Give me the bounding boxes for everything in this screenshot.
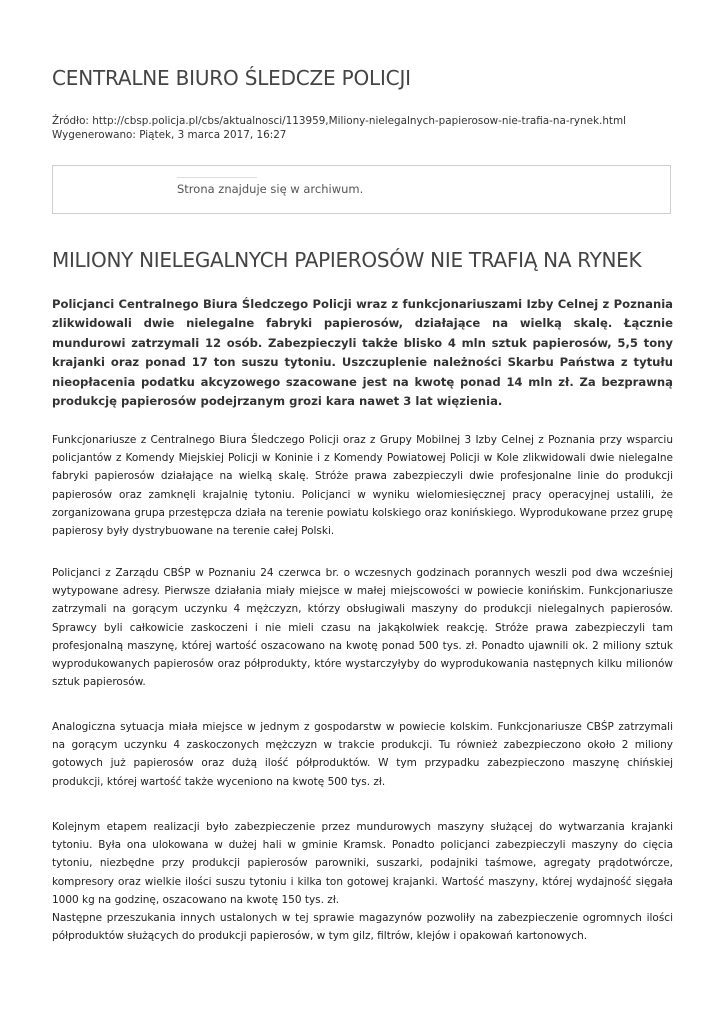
article-paragraph: Analogiczna sytuacja miała miejsce w jednym z gospodarstw w powiecie kolskim. Funkcjonariusze CBŚP zatrzymali na gorącym uczynku 4 zaskoczonych mężczyzn w trakcie produkcji. Tu również zabezpieczono około 2 miliony gotowych już papierosów oraz dużą ilość półproduktów. W tym przypadku zabezpieczono maszynę chińskiej produkcji, której wartość także wyceniono na kwotę 500 tys. zł.	[52, 721, 673, 788]
archive-divider	[177, 177, 257, 178]
article-lead: Policjanci Centralnego Biura Śledczego Policji wraz z funkcjonariuszami Izby Celnej z Poznania zlikwidowali dwie nielegalne fabryki papierosów, działające na wielką skalę. Łącznie mundurowi zatrzymali 12 osób. Zabezpieczyli także blisko 4 mln sztuk papierosów, 5,5 tony krajanki oraz ponad 17 ton suszu tytoniu. Uszczuplenie należności Skarbu Państwa z tytułu nieopłacenia podatku akcyzowego szacowane jest na kwotę ponad 14 mln zł. Za bezprawną produkcję papierosów podejrzanym grozi kara nawet 3 lat więzienia.	[52, 297, 673, 409]
source-url: Źródło: http://cbsp.policja.pl/cbs/aktualnosci/113959,Miliony-nielegalnych-papierosow-nie-trafia-na-rynek.html	[52, 115, 627, 127]
site-title: CENTRALNE BIURO ŚLEDCZE POLICJI	[52, 66, 411, 90]
generated-date: Wygenerowano: Piątek, 3 marca 2017, 16:27	[52, 129, 287, 141]
archive-notice: Strona znajduje się w archiwum.	[177, 182, 364, 196]
article-paragraph: Policjanci z Zarządu CBŚP w Poznaniu 24 czerwca br. o wczesnych godzinach porannych weszli pod dwa wcześniej wytypowane adresy. Pierwsze działania miały miejsce w małej miejscowości w powiecie konińskim. Funkcjonariusze zatrzymali na gorącym uczynku 4 mężczyzn, którzy obsługiwali maszyny do produkcji nielegalnych papierosów. Sprawcy byli całkowicie zaskoczeni i nie mieli czasu na jakąkolwiek reakcję. Stróże prawa zabezpieczyli tam profesjonalną maszynę, której wartość oszacowano na kwotę ponad 500 tys. zł. Ponadto ujawnili ok. 2 miliony sztuk wyprodukowanych papierosów oraz półprodukty, które wystarczyłyby do wyprodukowania następnych kilku milionów sztuk papierosów.	[52, 567, 673, 689]
page-meta	[52, 114, 626, 142]
archive-notice-box	[52, 165, 671, 214]
article-paragraph: Kolejnym etapem realizacji było zabezpieczenie przez mundurowych maszyny służącej do wytwarzania krajanki tytoniu. Była ona ulokowana w dużej hali w gminie Kramsk. Ponadto policjanci zabezpieczyli maszyny do cięcia tytoniu, niezbędne przy produkcji papierosów parowniki, suszarki, podajniki taśmowe, agregaty prądotwórcze, kompresory oraz wielkie ilości suszu tytoniu i kilka ton gotowej krajanki. Wartość maszyny, której wydajność sięgała 1000 kg na godzinę, oszacowano na kwotę 150 tys. zł.	[52, 821, 673, 906]
article-title: MILIONY NIELEGALNYCH PAPIEROSÓW NIE TRAFIĄ NA RYNEK	[52, 248, 642, 272]
article-paragraph-continuation: Następne przeszukania innych ustalonych w tej sprawie magazynów pozwoliły na zabezpieczenie ogromnych ilości półproduktów służących do produkcji papierosów, w tym gilz, filtrów, klejów i opakowań kartonowych.	[52, 912, 673, 943]
article-paragraph-group	[52, 818, 673, 945]
article-paragraph: Funkcjonariusze z Centralnego Biura Śledczego Policji oraz z Grupy Mobilnej 3 Izby Celnej z Poznania przy wsparciu policjantów z Komendy Miejskiej Policji w Koninie i z Komendy Powiatowej Policji w Kole zlikwidowali dwie nielegalne fabryki papierosów działające na wielką skalę. Stróże prawa zabezpieczyli dwie profesjonalne linie do produkcji papierosów oraz zamknęli krajalnię tytoniu. Policjanci w wyniku wielomiesięcznej pracy operacyjnej ustalili, że zorganizowana grupa przestępcza działa na terenie powiatu kolskiego oraz konińskiego. Wyprodukowane przez grupę papierosy były dystrybuowane na terenie całej Polski.	[52, 434, 673, 538]
